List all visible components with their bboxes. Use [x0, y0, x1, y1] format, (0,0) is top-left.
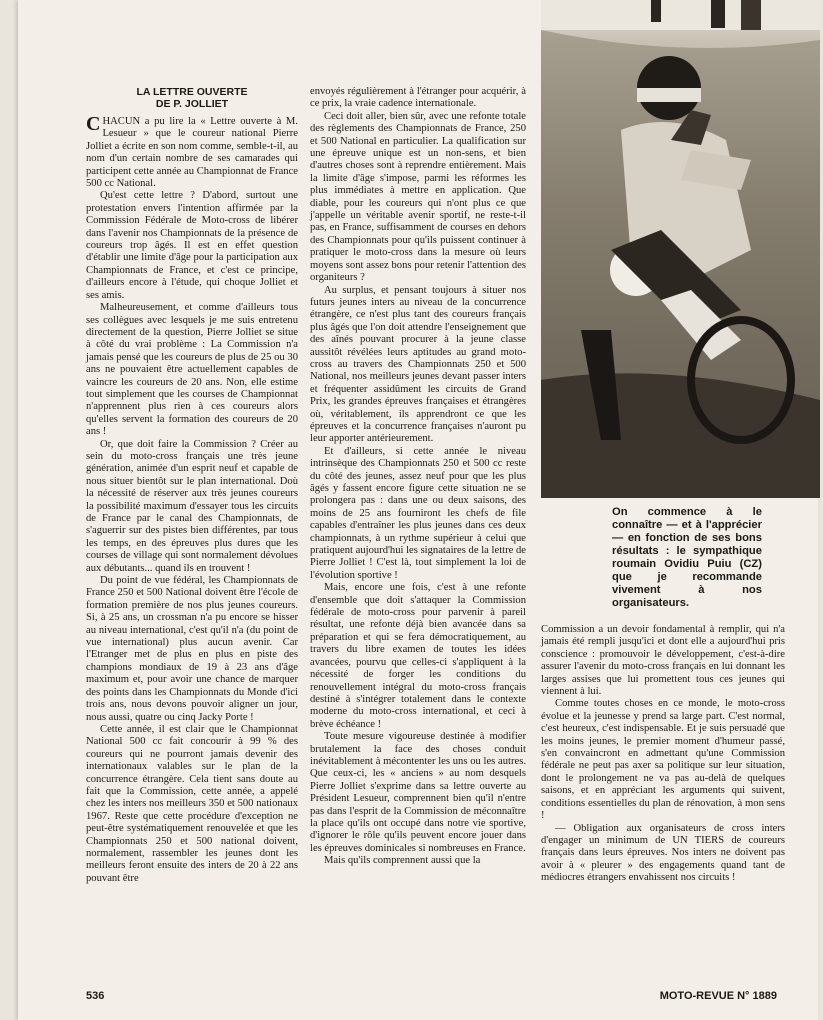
column-2	[310, 86, 526, 868]
paragraph: CHACUN a pu lire la « Lettre ouverte à M. Lesueur » que le coureur national Pierre Jolliet a écrite en son nom comme, semble-t-il, au nom d'un certain nombre de ses camarades qui participent cette année au Championnat de France 500 cc National.	[86, 113, 298, 190]
paragraph: Ceci doit aller, bien sûr, avec une refonte totale des règlements des Championnats de France, 250 et 500 National en particulier. La qualification sur une épreuve unique est un non-sens, et bien d'autres choses sont à reprendre entièrement. Mais la limite d'âge s'impose, parmi les réformes les plus immédiates à mettre en application. Que diable, pour les coureurs qui n'ont plus ce que j'appelle un véritable avenir sportif, ne reste-t-il pas, en France, suffisamment de courses en dehors des Championnats pour qu'ils puissent continuer à pratiquer le moto-cross dans la mesure où leurs moyens sont assez bons pour retenir l'attention des organiteurs ?	[310, 110, 526, 284]
paragraph: envoyés régulièrement à l'étranger pour acquérir, à ce prix, la vraie cadence internationale.	[310, 86, 526, 110]
paragraph: Mais, encore une fois, c'est à une refonte d'ensemble que doit s'attaquer la Commission fédérale de moto-cross pour parvenir à pareil résultat, une refonte déjà bien avancée dans sa préparation et qui se fera démocratiquement, au travers du libre examen de toutes les idées avancées, pourvu que celles-ci s'appliquent à la nécessité de forger les conditions du renouvellement intégral du moto-cross français destiné à s'intégrer totalement dans le contexte moderne du moto-cross international, et ceci à brève échéance !	[310, 582, 526, 730]
paragraph: Cette année, il est clair que le Championnat National 500 cc fait concourir à 99 % des coureurs qui ne pourront jamais devenir des internationaux valables sur le plan de la concurrence étrangère. Cela tient sans doute au fait que la Commission, cette année, a appelé chez les inters nos meilleurs 350 et 500 nationaux 1967. Reste que cette procédure d'exception ne peut-être systématiquement renouvelée et que les Championnats 250 et 500 national doivent, normalement, rassembler les jeunes dont les meilleurs feront ensuite des inters de 20 à 22 ans pouvant être	[86, 723, 298, 884]
paragraph: Au surplus, et pensant toujours à situer nos futurs jeunes inters au niveau de la concurrence étrangère, ce n'est plus tant des coureurs français plus âgés que l'on doit attendre l'enseignement que des aînés pouvant procurer à la jeune classe aussitôt révélées leurs aptitudes au grand moto-cross au travers des Championnats 250 et 500 National, nos meilleurs jeunes devant passer inters et fréquenter assidûment les circuits de Grand Prix, les grandes épreuves françaises et étrangères où, véritablement, ils apprendront ce que les épreuves et la concurrence françaises n'auront pu leur apporter antérieurement.	[310, 284, 526, 445]
article-title	[86, 86, 298, 110]
paragraph: Mais qu'ils comprennent aussi que la	[324, 855, 481, 867]
page-number: 536	[86, 990, 105, 1002]
paragraph: Qu'est cette lettre ? D'abord, surtout une protestation envers l'intention affirmée par la Commission Fédérale de Moto-cross de libérer dans l'avenir nos Championnats de la présence de coureurs trop âgés. Il est en effet question d'établir une limite d'âge pour la participation aux Championnats de France, et c'est ce principe, d'ailleurs encore à l'étude, qui choque Jolliet et ses amis.	[86, 190, 298, 301]
article-title-line-2: DE P. JOLLIET	[155, 98, 229, 110]
paragraph: Toute mesure vigoureuse destinée à modifier brutalement la face des choses conduit inévitablement à mécontenter les uns ou les autres. Que ceux-ci, les « anciens » au nom desquels Pierre Jolliet s'exprime dans sa lettre ouverte au Président Lesueur, comprennent bien qu'il n'entre pas dans l'esprit de la Commission de méconnaître la place qu'ils ont occupé dans notre vie sportive, d'ignorer le rôle qu'ils peuvent encore jouer dans les épreuves dominicales si nombreuses en France.	[310, 731, 526, 854]
photo-caption: On commence à le connaître — et à l'apprécier — en fonction de ses bons résultats : le sympathique roumain Ovidiu Puiu (CZ) que je recommande vivement à nos organisateurs.	[612, 506, 762, 609]
column-1	[86, 86, 298, 885]
paragraph: Or, que doit faire la Commission ? Créer au sein du moto-cross français une très jeune génération, animée d'un esprit neuf et capable de nous situer bientôt sur le plan international. Doù la nécessité de réserver aux très jeunes coureurs la possibilité maximum d'essayer tous les circuits de France par le canal des Championnats, de s'aguerrir sur des pistes bien différentes, par tous les temps, en des épreuves plus dures que les courses de village qui sont normalement dévolues aux débutants... quand ils en trouvent !	[86, 438, 298, 574]
paragraph: Du point de vue fédéral, les Championnats de France 250 et 500 National doivent être l'école de formation première de nos plus jeunes coureurs. Si, à 25 ans, un crossman n'a pu encore se hisser au niveau international, c'est qu'il n'a (du point de vue international) plus aucun avenir. Car l'Etranger met de plus en plus en piste des champions mondiaux de 19 à 23 ans d'âge maximum et, pour avoir une chance de marquer des points dans les Championnats du Monde d'ici trois ans, nous devons pouvoir aligner un jour, nous aussi, quatre ou cinq Jacky Porte !	[86, 575, 298, 723]
paragraph: — Obligation aux organisateurs de cross inters d'engager un minimum de UN TIERS de coureurs français dans leurs épreuves. Nos inters ne doivent pas avoir à « pleurer » des engagements quand tant de médiocres étrangers envahissent nos circuits !	[541, 822, 785, 884]
article-title-line-1: LA LETTRE OUVERTE	[136, 86, 248, 98]
paragraph: Malheureusement, et comme d'ailleurs tous ses collègues avec lesquels je me suis entretenu directement de la question, Pierre Jolliet se situe à côté du vrai problème : La Commission n'a jamais pensé que les coureurs de plus de 25 ou 30 ans ne pouvaient être actuellement capables de vaincre les coureurs de 20 ans. Non, elle estime tout simplement que les courses de Championnat n'apprennent plus rien à ces coureurs alors qu'elles servent la formation des coureurs de 20 ans !	[86, 302, 298, 438]
motocross-rider-photo	[541, 0, 820, 498]
paragraph: Et d'ailleurs, si cette année le niveau intrinsèque des Championnats 250 et 500 cc reste du côté des jeunes, assez neuf pour que les plus âgés y fassent encore figure cette situation ne se prolongera pas : dans une ou deux saisons, des moins de 25 ans fourniront les chefs de file capables d'entraîner les plus jeunes dans ces deux championnats, à un rythme supérieur à celui que pratiquent aujourd'hui les signataires de la lettre de Pierre Jolliet ! C'est là, tout simplement la loi de l'évolution sportive !	[310, 445, 526, 581]
rider-illustration	[541, 0, 820, 498]
drop-cap: C	[86, 113, 101, 135]
paragraph: Comme toutes choses en ce monde, le moto-cross évolue et la jeunesse y prend sa large part. C'est normal, c'est heureux, c'est indispensable. Et je suis persuadé que les moins jeunes, le premier moment d'humeur passé, s'en convaincront en admettant qu'une Commission fédérale ne peut pas axer sa politique sur leur situation, dont le prolongement ne va pas au-delà de quelques saisons, et en appréciant les arguments qui suivent, conditions essentielles du plan de rénovation, à mon sens !	[541, 698, 785, 822]
paragraph: Commission a un devoir fondamental à remplir, qui n'a jamais été rempli jusqu'ici et dont elle a aujourd'hui pris conscience : promouvoir le développement, c'est-à-dire assurer l'avenir du moto-cross français en lui donnant les larges assises que lui promettent tous ces jeunes qui viennent à lui.	[541, 624, 785, 698]
column-3	[541, 624, 785, 885]
magazine-issue: MOTO-REVUE N° 1889	[659, 990, 777, 1002]
